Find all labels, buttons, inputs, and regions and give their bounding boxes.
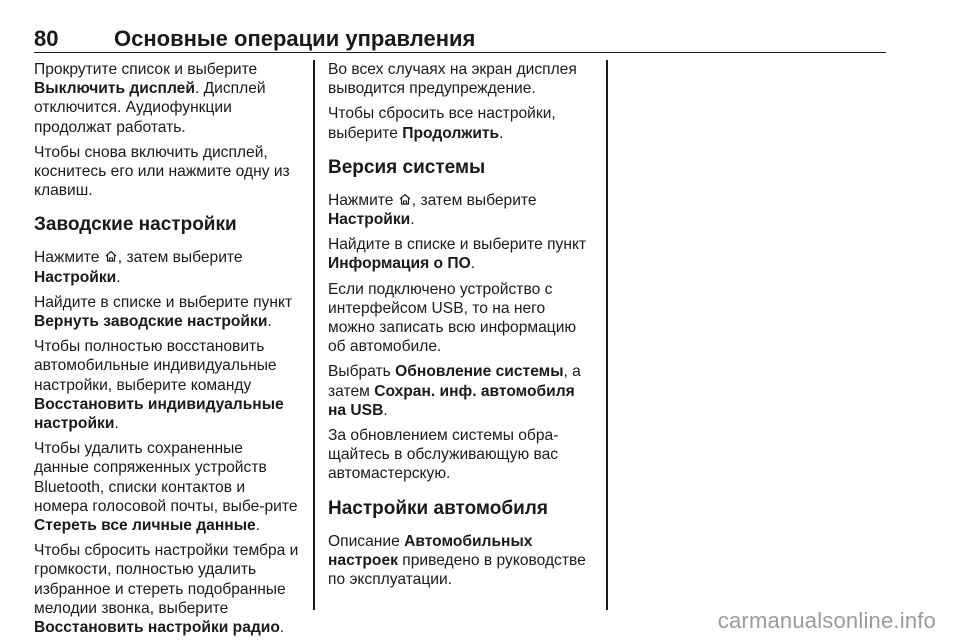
paragraph: Чтобы снова включить дисплей, коснитесь его или нажмите одну из клавиш. [34, 143, 290, 200]
text: . [383, 401, 388, 419]
section-heading-system-version: Версия системы [328, 156, 486, 178]
text: Прокрутите список и выберите [34, 61, 258, 78]
menu-item-ref: Восстановить индивидуальные настройки [34, 395, 284, 433]
text: Чтобы полностью восстановить автомобильные индивидуальные настройки, выберите команду [34, 338, 277, 394]
menu-item-ref: Стереть все личные данные [34, 517, 256, 535]
menu-item-ref: Настройки [34, 268, 117, 286]
text: . [470, 255, 476, 273]
home-icon [398, 192, 412, 206]
text: , а затем [328, 363, 581, 400]
menu-item-ref: Продолжить [402, 124, 500, 142]
text: . [116, 268, 121, 286]
text: Чтобы сбросить все настройки, выберите [328, 105, 556, 142]
paragraph [34, 293, 302, 331]
text: . [267, 313, 272, 331]
home-icon [104, 249, 118, 263]
text: , затем выберите [117, 249, 243, 267]
menu-item-ref: Информация о ПО [328, 255, 471, 273]
paragraph: Если подключено устройство с интерфейсом USB, то на него можно записать всю информацию об автомобиле. [328, 280, 577, 356]
menu-item-ref: Автомобильных настроек [328, 532, 533, 569]
chapter-title: Основные операции управления [114, 26, 476, 51]
page-header [34, 26, 886, 53]
text: . [499, 124, 504, 142]
paragraph: Во всех случаях на экран дисплея выводится предупреждение. [328, 61, 577, 98]
text: Чтобы сбросить настройки тембра и громкости, полностью удалить избранное и стереть подобранные мелодии звонка, выберите [34, 542, 299, 617]
text: . [410, 211, 415, 229]
text: Выбрать [328, 363, 396, 381]
text: Найдите в списке и выберите пункт [34, 293, 293, 311]
paragraph [34, 60, 302, 137]
text-column-left [34, 60, 302, 643]
paragraph [328, 532, 596, 590]
paragraph [34, 337, 302, 433]
menu-item-ref: Обновление системы [395, 363, 564, 381]
text: . Дисплей отключится. Аудиофункции продолжат работать. [34, 80, 266, 136]
paragraph [328, 191, 596, 229]
text: Нажмите [34, 249, 104, 267]
paragraph [328, 362, 596, 420]
paragraph [34, 248, 302, 286]
text: Нажмите [328, 191, 398, 209]
menu-item-ref: Настройки [328, 211, 411, 229]
text: , затем выберите [411, 191, 537, 209]
text: Чтобы удалить сохраненные данные сопряженных устройств Bluetooth, списки контактов и номера голосовой почты, выбе-рите [34, 440, 298, 515]
text: Найдите в списке и выберите пункт [328, 236, 587, 254]
text: . [279, 619, 285, 637]
text-column-right [328, 60, 596, 595]
paragraph: За обновлением системы обра-щайтесь в обслуживающую вас автомастерскую. [328, 427, 559, 483]
text: приведено в руководстве по эксплуатации. [328, 551, 586, 589]
paragraph [34, 541, 302, 637]
text: Описание [328, 532, 405, 550]
menu-item-ref: Восстановить настройки радио [34, 619, 280, 637]
paragraph [328, 104, 596, 142]
paragraph [328, 235, 596, 273]
section-heading-factory-settings: Заводские настройки [34, 214, 237, 236]
text: . [255, 517, 261, 535]
menu-item-ref: Выключить дисплей [34, 80, 195, 98]
paragraph [34, 439, 302, 535]
column-divider [313, 60, 315, 610]
section-heading-vehicle-settings: Настройки автомобиля [328, 497, 548, 519]
watermark: carmanualsonline.info [717, 608, 936, 633]
menu-item-ref: Сохран. инф. автомобиля на USB [328, 382, 575, 419]
column-divider [606, 60, 608, 610]
page-number: 80 [34, 26, 59, 51]
text: . [114, 415, 119, 433]
menu-item-ref: Вернуть заводские настройки [34, 313, 268, 331]
